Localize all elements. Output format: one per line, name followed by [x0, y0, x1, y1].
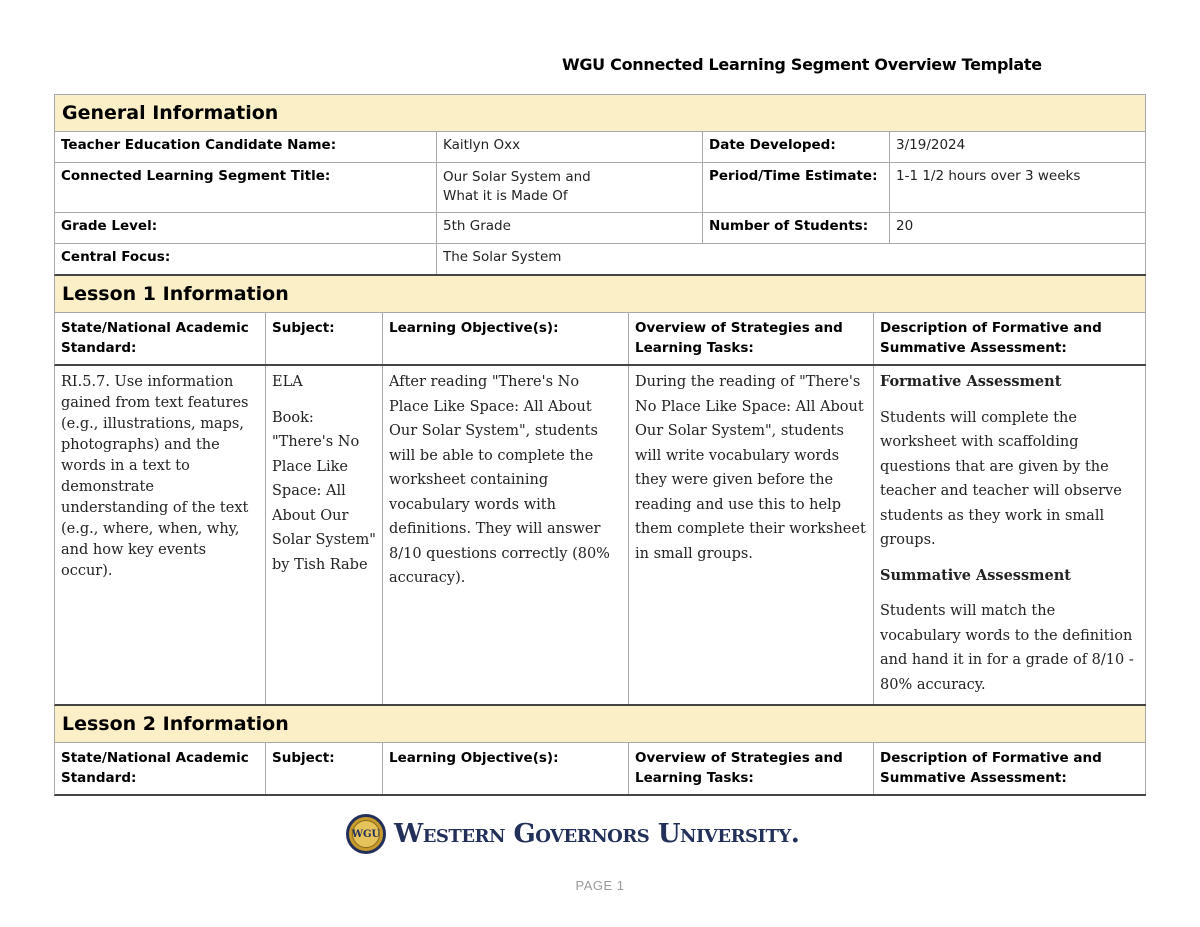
general-info-heading — [54, 94, 1146, 132]
period-estimate-value: 1-1 1/2 hours over 3 weeks — [890, 163, 1146, 213]
lesson1-subject-cell — [266, 366, 383, 704]
central-focus-value: The Solar System — [437, 244, 1146, 274]
wgu-seal-text: WGU — [352, 820, 380, 848]
col-subject-header: Subject: — [266, 743, 383, 794]
col-objective-header: Learning Objective(s): — [383, 743, 629, 794]
col-standard-header: State/National Academic Standard: — [55, 743, 266, 794]
number-of-students-label: Number of Students: — [703, 213, 890, 244]
col-subject-header: Subject: — [266, 313, 383, 364]
date-developed-value: 3/19/2024 — [890, 132, 1146, 163]
col-objective-header: Learning Objective(s): — [383, 313, 629, 364]
candidate-name-label: Teacher Education Candidate Name: — [55, 132, 437, 163]
col-strategies-header: Overview of Strategies and Learning Tasks: — [629, 743, 874, 794]
lesson2-heading — [54, 706, 1146, 743]
candidate-name-value: Kaitlyn Oxx — [437, 132, 703, 163]
page-number: PAGE 1 — [575, 878, 625, 893]
lesson1-column-headers — [54, 313, 1146, 366]
lesson1-strategies: During the reading of "There's No Place Like Space: All About Our Solar System", students will write vocabulary words they were given before the reading and use this to help them complete their worksheet in small groups. — [629, 366, 874, 704]
document-title: WGU Connected Learning Segment Overview Template — [562, 55, 1042, 74]
lesson1-book: Book: "There's No Place Like Space: All About Our Solar System" by Tish Rabe — [272, 409, 376, 573]
segment-title-value: Our Solar System and What it is Made Of — [437, 163, 703, 213]
segment-title-label: Connected Learning Segment Title: — [55, 163, 437, 213]
lesson2-column-headers — [54, 743, 1146, 796]
period-estimate-label: Period/Time Estimate: — [703, 163, 890, 213]
wgu-seal-icon — [346, 814, 386, 854]
lesson1-standard: RI.5.7. Use information gained from text features (e.g., illustrations, maps, photographs) and the words in a text to demonstrate understanding of the text (e.g., where, when, why, and how key events occur). — [55, 366, 266, 704]
col-standard-header: State/National Academic Standard: — [55, 313, 266, 364]
lesson1-heading-text: Lesson 1 Information — [62, 283, 289, 305]
col-assessment-header: Description of Formative and Summative Assessment: — [874, 313, 1146, 364]
formative-assessment-text: Students will complete the worksheet with scaffolding questions that are given by the teacher and teacher will observe students as they work in small groups. — [880, 409, 1122, 548]
col-assessment-header: Description of Formative and Summative Assessment: — [874, 743, 1146, 794]
wgu-logo — [346, 814, 799, 854]
general-info-table — [54, 132, 1146, 276]
lesson1-assessment-cell — [874, 366, 1146, 704]
lesson1-subject: ELA — [272, 374, 303, 390]
lesson1-heading — [54, 276, 1146, 313]
summative-assessment-heading: Summative Assessment — [880, 566, 1071, 584]
col-strategies-header: Overview of Strategies and Learning Tasks: — [629, 313, 874, 364]
number-of-students-value: 20 — [890, 213, 1146, 244]
lesson1-objective: After reading "There's No Place Like Space: All About Our Solar System", students will be able to complete the worksheet containing vocabulary words with definitions. They will answer 8/10 questions correctly (80% accuracy). — [383, 366, 629, 704]
summative-assessment-text: Students will match the vocabulary words to the definition and hand it in for a grade of 8/10 - 80% accuracy. — [880, 603, 1134, 693]
lesson1-content-row — [54, 366, 1146, 706]
general-info-heading-text: General Information — [62, 102, 279, 124]
grade-level-value: 5th Grade — [437, 213, 703, 244]
wgu-wordmark: Western Governors University. — [394, 819, 800, 849]
lesson2-heading-text: Lesson 2 Information — [62, 713, 289, 735]
formative-assessment-heading: Formative Assessment — [880, 373, 1062, 390]
date-developed-label: Date Developed: — [703, 132, 890, 163]
central-focus-label: Central Focus: — [55, 244, 437, 274]
grade-level-label: Grade Level: — [55, 213, 437, 244]
